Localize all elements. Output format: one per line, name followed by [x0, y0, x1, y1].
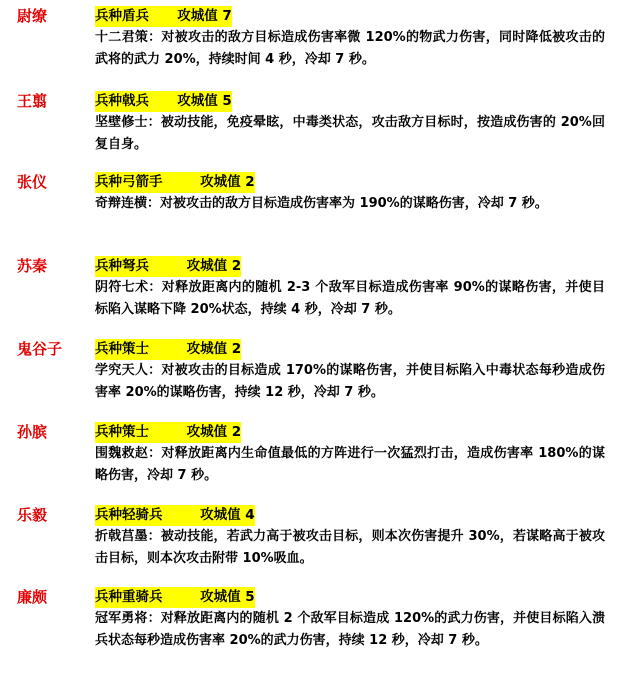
skill-description: 冠军勇将：对释放距离内的随机 2 个敌军目标造成 120%的武力伤害，并使目标陷入溃兵状态每秒造成伤害率 20%的武力伤害，持续 12 秒，冷却 7 秒。: [95, 611, 605, 648]
unit-type-siege-header: 兵种重骑兵 攻城值 5: [95, 587, 255, 608]
skill-description: 坚壁修士：被动技能，免疫晕眩，中毒类状态，攻击敌方目标时，按造成伤害的 20%回复自身。: [95, 115, 605, 152]
skill-description: 折戟莒墨：被动技能，若武力高于被攻击目标，则本次伤害提升 30%，若谋略高于被攻击目标，则本次攻击附带 10%吸血。: [95, 529, 605, 566]
skill-description: 阴符七术：对释放距离内的随机 2-3 个敌军目标造成伤害率 90%的谋略伤害，并使目标陷入谋略下降 20%状态，持续 4 秒，冷却 7 秒。: [95, 280, 605, 317]
general-name: 乐毅: [17, 506, 48, 524]
unit-type-siege-header: 兵种策士 攻城值 2: [95, 422, 241, 443]
general-name: 尉缭: [17, 7, 48, 25]
general-name: 孙膑: [17, 423, 48, 441]
skill-description: 十二君策：对被攻击的敌方目标造成伤害率微 120%的物武力伤害，同时降低被攻击的武将的武力 20%，持续时间 4 秒，冷却 7 秒。: [95, 30, 605, 67]
skill-description: 围魏救赵：对释放距离内生命值最低的方阵进行一次猛烈打击，造成伤害率 180%的谋略伤害，冷却 7 秒。: [95, 446, 605, 483]
unit-type-siege-header: 兵种弩兵 攻城值 2: [95, 256, 241, 277]
general-name: 廉颇: [17, 588, 48, 606]
general-name: 苏秦: [17, 257, 48, 275]
unit-type-siege-header: 兵种弓箭手 攻城值 2: [95, 172, 255, 193]
unit-type-siege-header: 兵种盾兵 攻城值 7: [95, 6, 232, 27]
unit-type-siege-header: 兵种戟兵 攻城值 5: [95, 91, 232, 112]
general-name: 张仪: [17, 173, 48, 191]
general-name: 鬼谷子: [17, 340, 63, 358]
unit-type-siege-header: 兵种轻骑兵 攻城值 4: [95, 505, 255, 526]
general-name: 王翦: [17, 92, 48, 110]
skill-description: 奇辩连横：对被攻击的敌方目标造成伤害率为 190%的谋略伤害，冷却 7 秒。: [95, 196, 548, 211]
skill-description: 学究天人：对被攻击的目标造成 170%的谋略伤害，并使目标陷入中毒状态每秒造成伤害率 20%的谋略伤害，持续 12 秒，冷却 7 秒。: [95, 363, 605, 400]
unit-type-siege-header: 兵种策士 攻城值 2: [95, 339, 241, 360]
